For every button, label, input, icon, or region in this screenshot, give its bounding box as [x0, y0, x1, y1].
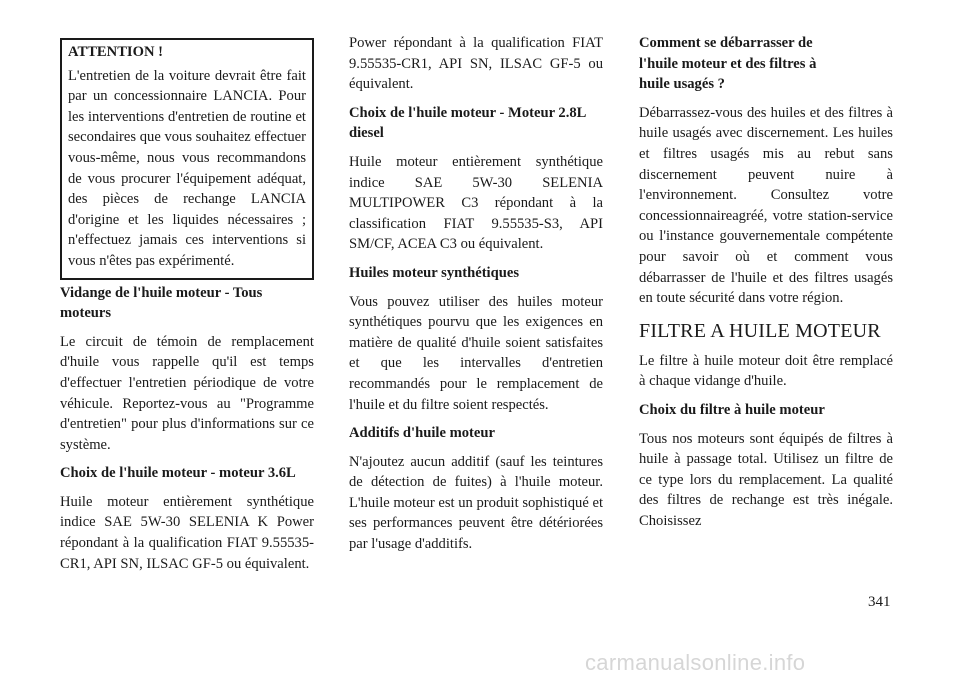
filtre-text: Le filtre à huile moteur doit être remplacé à chaque vidange d'huile.: [639, 352, 893, 390]
choix-filtre-heading: Choix du filtre à huile moteur: [639, 401, 825, 418]
column-3: [639, 33, 893, 539]
page-number: 341: [868, 594, 891, 610]
additifs-heading: Additifs d'huile moteur: [349, 425, 495, 442]
choix-36-text-continued: Power répondant à la qualification FIAT 9.55535-CR1, API SN, ILSAC GF-5 ou équivalent.: [349, 35, 603, 93]
choix-36-text: Huile moteur entièrement synthétique indice SAE 5W-30 SELENIA K Power répondant à la qualification FIAT 9.55535-CR1, API SN, ILSAC GF-5 ou équivalent.: [60, 493, 314, 572]
debarrasser-heading: Comment se débarrasser de l'huile moteur et des filtres à huile usagés ?: [639, 35, 817, 93]
attention-box: [60, 38, 314, 280]
choix-36-heading: Choix de l'huile moteur - moteur 3.6L: [60, 465, 296, 482]
debarrasser-text: Débarrassez-vous des huiles et des filtres à huile usagés avec discernement. Les huiles et filtres usagés mis au rebut sans discernement peuvent nuire à l'environnement. Consultez votre concessionnaireagréé, votre station-service ou l'instance gouvernementale compétente pour savoir où et comment vous débarrasser de l'huile et des filtres usagés en toute sécurité dans votre région.: [639, 104, 893, 307]
attention-title: ATTENTION !: [68, 44, 164, 60]
choix-28-heading: Choix de l'huile moteur - Moteur 2.8L diesel: [349, 104, 586, 142]
choix-filtre-text: Tous nos moteurs sont équipés de filtres à huile à passage total. Utilisez un filtre de ce type lors du remplacement. La qualité des filtres de rechange est très inégale. Choisissez: [639, 430, 893, 529]
column-1: [60, 38, 314, 572]
filtre-section-title: FILTRE A HUILE MOTEUR: [639, 319, 881, 342]
additifs-text: N'ajoutez aucun additif (sauf les teintures de détection de fuites) à l'huile moteur. L'huile moteur est un produit sophistiqué et ses performances peuvent être détériorées par l'usage d'additifs.: [349, 453, 603, 553]
attention-text: L'entretien de la voiture devrait être fait par un concessionnaire LANCIA. Pour les interventions d'entretien de routine et secondaires que vous souhaitez effectuer vous-même, nous vous recommandons de vous procurer l'équipement adéquat, des pièces de rechange LANCIA d'origine et les liquides nécessaires ; n'effectuez jamais ces interventions si vous n'êtes pas expérimenté.: [68, 67, 306, 269]
column-2: [349, 33, 603, 563]
choix-28-text: Huile moteur entièrement synthétique indice SAE 5W-30 SELENIA MULTIPOWER C3 répondant à la classification FIAT 9.55535-S3, API SM/CF, ACEA C3 ou équivalent.: [349, 153, 603, 253]
vidange-heading: Vidange de l'huile moteur - Tous moteurs: [60, 284, 263, 322]
synthetiques-heading: Huiles moteur synthétiques: [349, 264, 520, 281]
vidange-text: Le circuit de témoin de remplacement d'huile vous rappelle qu'il est temps d'effectuer l'entretien périodique de votre véhicule. Reportez-vous au "Programme d'entretien" pour plus d'informations sur ce système.: [60, 333, 314, 453]
watermark: carmanualsonline.info: [585, 650, 806, 675]
synthetiques-text: Vous pouvez utiliser des huiles moteur synthétiques pourvu que les exigences en matière de qualité d'huile soient satisfaites et que les intervalles d'entretien recommandés pour le remplacement de l'huile et du filtre soient respectés.: [349, 293, 603, 413]
